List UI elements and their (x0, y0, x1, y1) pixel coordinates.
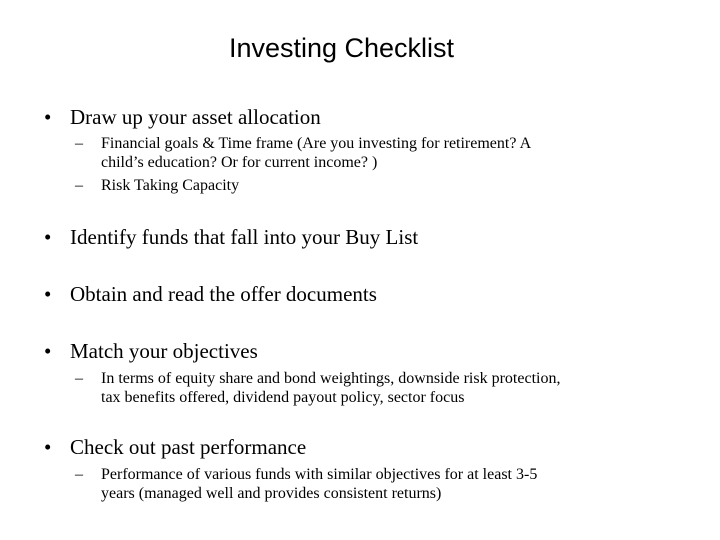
slide-title: Investing Checklist (228, 33, 455, 63)
bullet-text: Draw up your asset allocation (70, 105, 321, 129)
sub-item-line: child’s education? Or for current income? ) (101, 154, 378, 171)
sub-item-line: tax benefits offered, dividend payout policy, sector focus (101, 389, 465, 406)
dash-icon: – (75, 466, 83, 483)
bullet-icon: • (44, 339, 52, 363)
bullet-icon: • (44, 435, 52, 459)
bullet-text: Check out past performance (70, 435, 307, 459)
bullet-item-past-performance (44, 432, 306, 462)
bullet-text: Obtain and read the offer documents (70, 282, 377, 306)
bullet-text: Match your objectives (70, 339, 258, 363)
sub-item-performance-history (75, 465, 685, 503)
sub-item-line: years (managed well and provides consistent returns) (101, 485, 442, 502)
bullet-text: Identify funds that fall into your Buy List (70, 225, 419, 249)
bullet-icon: • (44, 225, 52, 249)
sub-item-equity-weightings (75, 369, 685, 407)
bullet-item-offer-documents (44, 279, 377, 309)
sub-item-line: Risk Taking Capacity (101, 177, 240, 194)
sub-item-risk-capacity (75, 176, 685, 195)
sub-item-line: In terms of equity share and bond weightings, downside risk protection, (101, 370, 561, 387)
bullet-icon: • (44, 105, 52, 129)
bullet-item-match-objectives (44, 336, 258, 366)
bullet-item-asset-allocation (44, 102, 321, 132)
sub-item-financial-goals (75, 134, 685, 172)
dash-icon: – (75, 177, 83, 194)
dash-icon: – (75, 135, 83, 152)
sub-item-line: Financial goals & Time frame (Are you investing for retirement? A (101, 135, 532, 152)
bullet-item-identify-funds (44, 222, 418, 252)
sub-item-line: Performance of various funds with similar objectives for at least 3-5 (101, 466, 538, 483)
bullet-icon: • (44, 282, 52, 306)
dash-icon: – (75, 370, 83, 387)
